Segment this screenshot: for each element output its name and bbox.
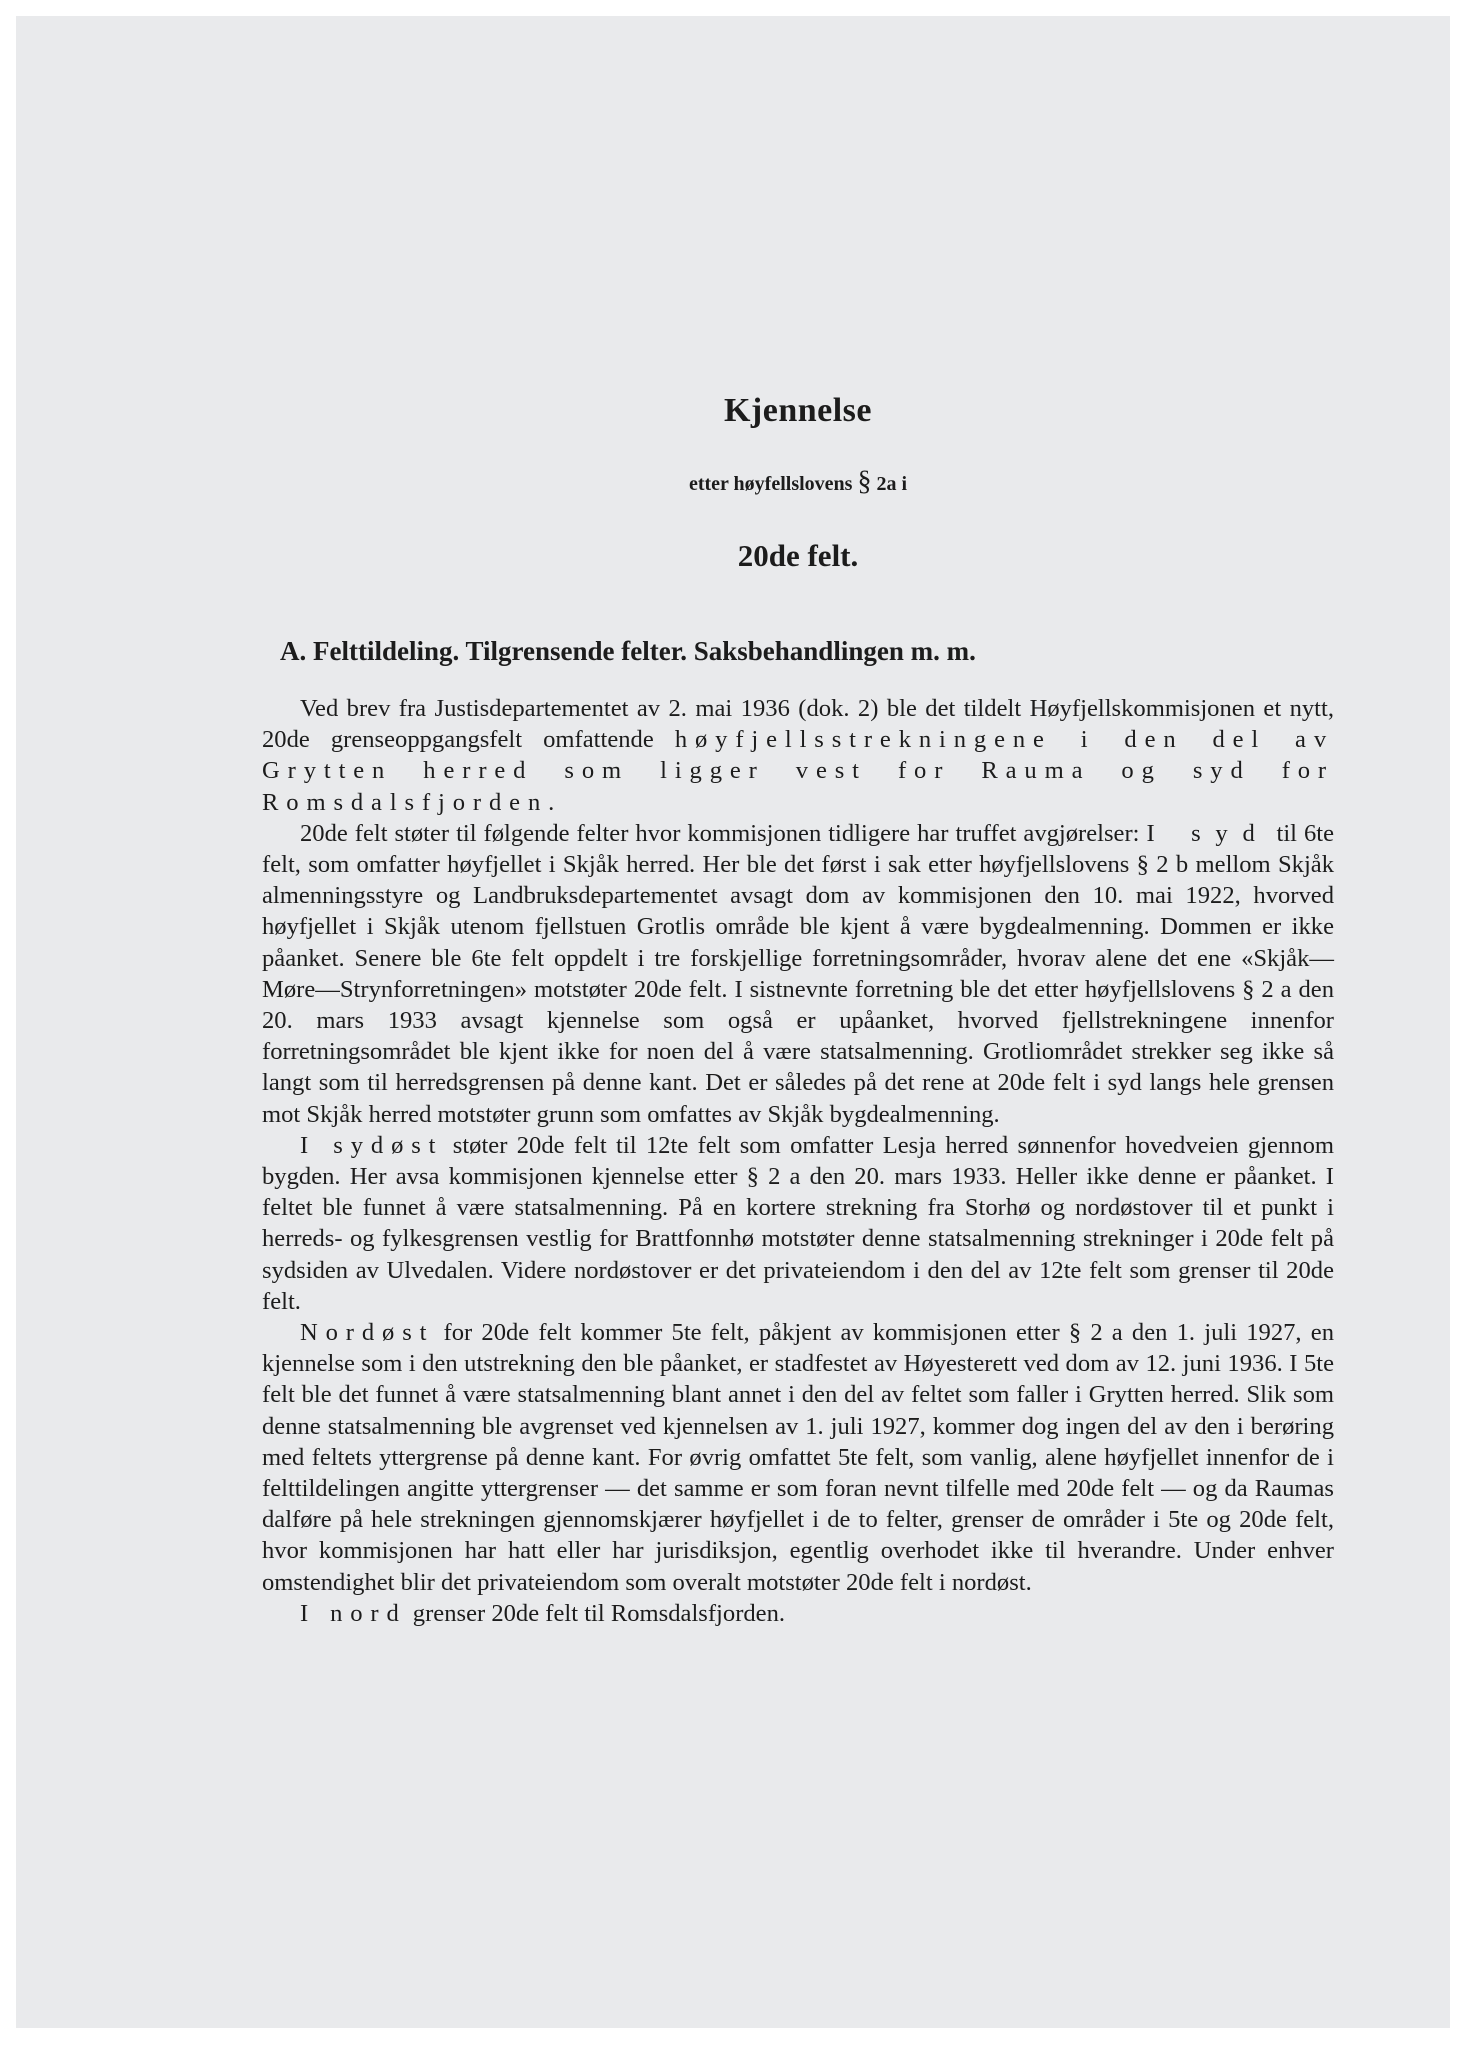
paragraph-3	[262, 1130, 1334, 1317]
subtitle-suffix: 2a i	[876, 473, 908, 495]
p1-spaced-text: høyfjellsstrekningene i den del av Grytten herred som ligger vest for Rauma og syd for Romsdalsfjorden.	[262, 726, 1334, 816]
section-sign: §	[857, 466, 872, 497]
p3-text: støter 20de felt til 12te felt som omfatter Lesja herred sønnenfor hovedveien gjennom bygden. Her avsa kommisjonen kjennelse etter § 2 a den 20. mars 1933. Heller ikke denne er påanket. I feltet ble funnet å være statsalmenning. På en kortere strekning fra Storhø og nordøstover til et punkt i herreds- og fylkesgrensen vestlig for Brattfonnhø motstøter denne statsalmenning strekninger i 20de felt på sydsiden av Ulvedalen. Videre nordøstover er det privateiendom i den del av 12te felt som grenser til 20de felt.	[262, 1131, 1334, 1315]
p5-spaced-text: I nord	[300, 1599, 407, 1627]
p5-text: grenser 20de felt til Romsdalsfjorden.	[406, 1599, 786, 1627]
p4-text: for 20de felt kommer 5te felt, påkjent av kommisjonen etter § 2 a den 1. juli 1927, en kjennelse som i den utstrekning den ble påanket, er stadfestet av Høyesterett ved dom av 12. juni 1936. I 5te felt ble det funnet å være statsalmenning blant annet i den del av feltet som faller i Grytten herred. Slik som denne statsalmenning ble avgrenset ved kjennelsen av 1. juli 1927, kommer dog ingen del av den i berøring med feltets yttergrense på denne kant. For øvrig omfattet 5te felt, som vanlig, alene høyfjellet innenfor de i felttildelingen angitte yttergrenser — det samme er som foran nevnt tilfelle med 20de felt — og da Raumas dalføre på hele strekningen gjennomskjærer høyfjellet i de to felter, grenser de områder i 5te og 20de felt, hvor kommisjonen har hatt eller har jurisdiksjon, egentlig overhodet ikke til hverandre. Under enhver omstendighet blir det privateiendom som overalt motstøter 20de felt i nordøst.	[262, 1319, 1334, 1596]
p2-text-a: 20de felt støter til følgende felter hvor kommisjonen tidligere har truffet avgjørelser:	[300, 819, 1147, 847]
paragraph-4	[262, 1317, 1334, 1598]
p2-spaced-text: I syd	[1146, 819, 1270, 847]
subtitle-prefix: etter høyfellslovens	[688, 473, 853, 495]
p1-text: Ved brev fra Justisdepartementet av 2. mai 1936 (dok. 2) ble det tildelt Høyfjellskommisjonen et nytt, 20de grenseoppgangsfelt omfattende	[262, 695, 1334, 754]
p2-text-c: til 6te felt, som omfatter høyfjellet i Skjåk herred. Her ble det først i sak etter høyfjellslovens § 2 b mellom Skjåk almenningsstyre og Landbruksdepartementet avsagt dom av kommisjonen den 10. mai 1922, hvorved høyfjellet i Skjåk utenom fjellstuen Grotlis område ble kjent å være bygdealmenning. Dommen er ikke påanket. Senere ble 6te felt oppdelt i tre forskjellige forretningsområder, hvorav alene det ene «Skjåk—Møre—Strynforretningen» motstøter 20de felt. I sistnevnte forretning ble det etter høyfjellslovens § 2 a den 20. mars 1933 avsagt kjennelse som også er upåanket, hvorved fjellstrekningene innenfor forretningsområdet ble kjent ikke for noen del å være statsalmenning. Grotliområdet strekker seg ikke så langt som til herredsgrensen på denne kant. Det er således på det rene at 20de felt i syd langs hele grensen mot Skjåk herred motstøter grunn som omfattes av Skjåk bygdealmenning.	[262, 819, 1334, 1128]
paragraph-5	[262, 1598, 1334, 1629]
felt-heading: 20de felt.	[737, 538, 859, 573]
p4-spaced-text: Nordøst	[300, 1319, 435, 1347]
p3-spaced-text: I sydøst	[300, 1131, 444, 1159]
document-body	[262, 693, 1334, 1629]
document-content	[262, 392, 1334, 1629]
paragraph-2	[262, 818, 1334, 1130]
document-title: Kjennelse	[723, 392, 873, 429]
document-subtitle	[262, 466, 1334, 498]
paragraph-1	[262, 693, 1334, 818]
section-heading: A. Felttildeling. Tilgrensende felter. Saksbehandlingen m. m.	[280, 636, 976, 666]
